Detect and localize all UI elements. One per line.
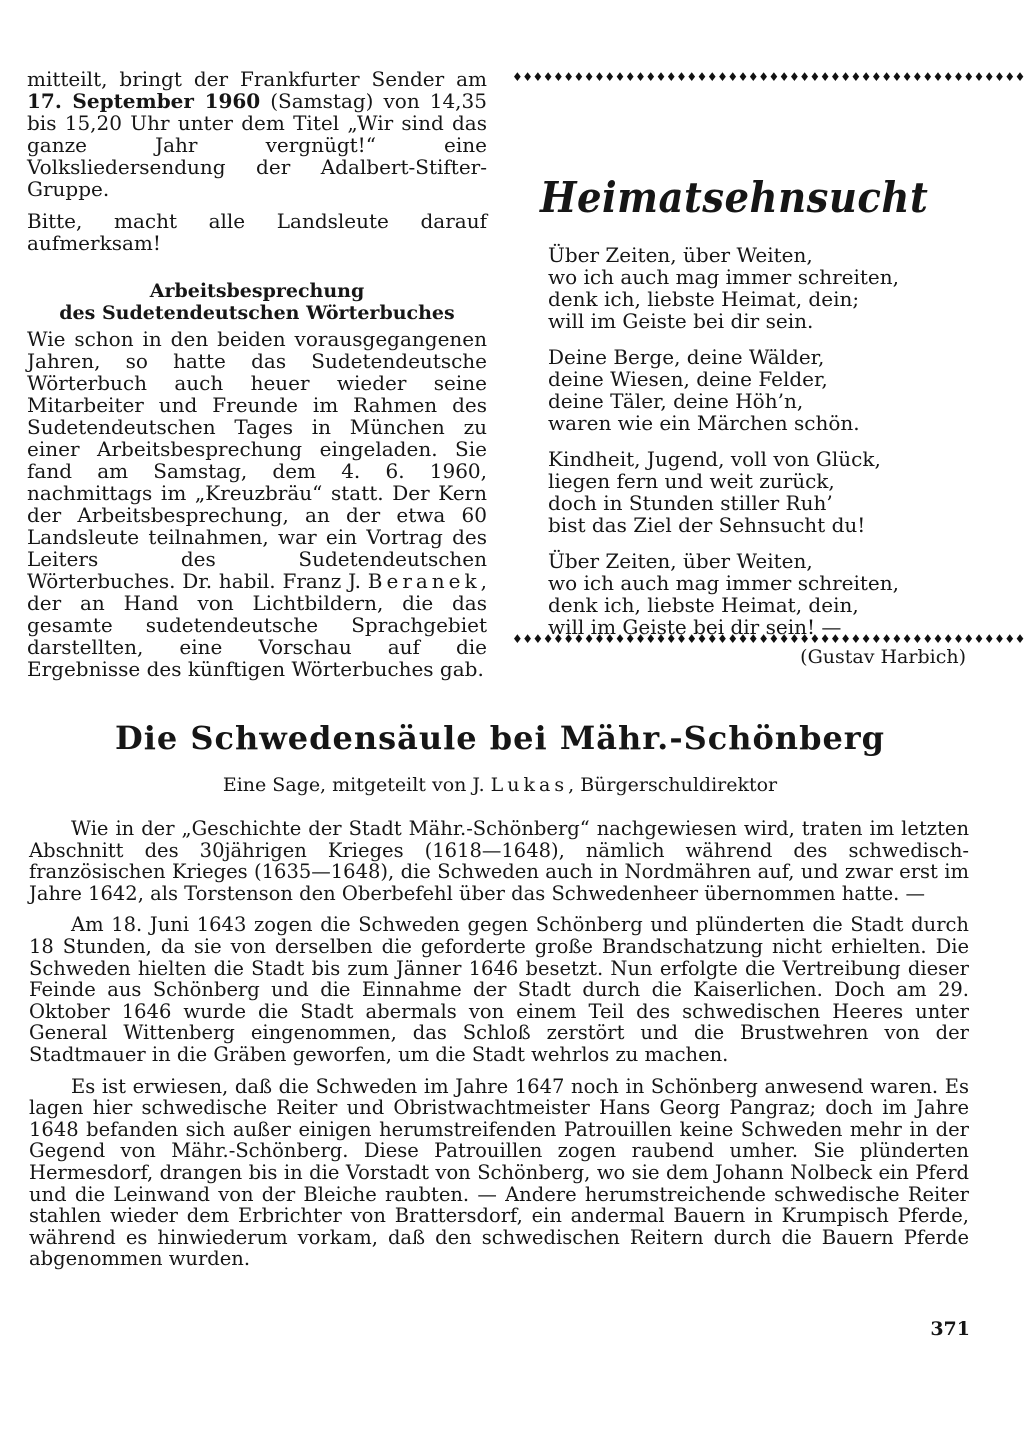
poem-text [548, 244, 968, 652]
section-body [29, 818, 969, 1280]
subtitle-author: Lukas [490, 774, 569, 796]
poem-stanza: Kindheit, Jugend, voll von Glück, liegen fern und weit zurück, doch in Stunden stiller Ruh’ bist das Ziel der Sehnsucht du! [548, 447, 881, 537]
body-paragraph: Es ist erwiesen, daß die Schweden im Jahre 1647 noch in Schönberg anwesend waren. Es lagen hier schwedische Reiter und Obristwachtmeister Hans Georg Pangraz; doch im Jahre 1648 befanden sich außer einigen herumstreifenden Patrouillen keine Schweden mehr in der Gegend von Mähr.-Schönberg. Diese Patrouillen zogen raubend umher. Sie plünderten Hermesdorf, drangen bis in die Vorstadt von Schönberg, wo sie dem Johann Nolbeck ein Pferd und die Leinwand von der Bleiche raubten. — Andere herumstreichende schwedische Reiter stahlen wieder dem Erbrichter von Brattersdorf, ein andermal Bauern in Krumpisch Pferde, während es hinwiederum vorkam, daß den schwedischen Reitern durch die Bauern Pferde abgenommen wurden. [29, 1074, 969, 1271]
intro-paragraph: mitteilt, bringt der Frankfurter Sender am 17. September 1960 (Samstag) von 14,35 bis 15,20 Uhr unter dem Titel „Wir sind das ganze Jahr vergnügt!“ eine Volksliedersendung der Adalbert-Stifter-Gruppe. [27, 67, 487, 201]
ornament-border-top: ♦♦♦♦♦♦♦♦♦♦♦♦♦♦♦♦♦♦♦♦♦♦♦♦♦♦♦♦♦♦♦♦♦♦♦♦♦♦♦♦♦♦♦♦♦♦♦♦♦♦ [512, 70, 1025, 84]
left-column [27, 68, 487, 690]
poem-stanza: Über Zeiten, über Weiten, wo ich auch mag immer schreiten, denk ich, liebste Heimat, dein; will im Geiste bei dir sein. [548, 243, 899, 333]
body-paragraph: Wie in der „Geschichte der Stadt Mähr.-Schönberg“ nachgewiesen wird, traten im letzten Abschnitt des 30jährigen Krieges (1618—1648), nämlich während des schwedisch-französischen Krieges (1635—1648), die Schweden auch in Nordmähren auf, und zwar erst im Jahre 1642, als Torstenson den Oberbefehl über das Schwedenheer übernommen hatte. — [29, 817, 969, 905]
poem-title: Heimatsehnsucht [540, 173, 929, 222]
section-title: Die Schwedensäule bei Mähr.-Schönberg [114, 719, 886, 757]
reminder-paragraph: Bitte, macht alle Landsleute darauf aufmerksam! [27, 209, 487, 255]
poem-stanza: Über Zeiten, über Weiten, wo ich auch mag immer schreiten, denk ich, liebste Heimat, dein, will im Geiste bei dir sein! — [548, 549, 899, 639]
poem-stanza: Deine Berge, deine Wälder, deine Wiesen, deine Felder, deine Täler, deine Höh’n, waren wie ein Märchen schön. [548, 345, 860, 435]
poem-author: (Gustav Harbich) [800, 646, 966, 668]
section-subtitle: Eine Sage, mitgeteilt von J. Lukas, Bürgerschuldirektor [222, 774, 778, 796]
article-heading: Arbeitsbesprechung des Sudetendeutschen Wörterbuches [59, 280, 455, 324]
ornament-border-bottom: ♦♦♦♦♦♦♦♦♦♦♦♦♦♦♦♦♦♦♦♦♦♦♦♦♦♦♦♦♦♦♦♦♦♦♦♦♦♦♦♦♦♦♦♦♦♦♦♦♦♦ [512, 632, 1025, 646]
broadcast-date: 17. September 1960 [27, 89, 261, 113]
page-number: 371 [930, 1318, 970, 1340]
speaker-surname: Beranek [367, 569, 481, 593]
article-paragraph: Wie schon in den beiden vorausgegangenen Jahren, so hatte das Sudetendeutsche Wörterbuch auch heuer wieder seine Mitarbeiter und Freunde im Rahmen des Sudetendeutschen Tages in München zu einer Arbeitsbesprechung eingeladen. Sie fand am Samstag, dem 4. 6. 1960, nachmittags im „Kreuzbräu“ statt. Der Kern der Arbeitsbesprechung, an der etwa 60 Landsleute teilnahmen, war ein Vortrag des Leiters des Sudetendeutschen Wörterbuches. Dr. habil. Franz J. Beranek, der an Hand von Lichtbildern, die das gesamte sudetendeutsche Sprachgebiet darstellten, eine Vorschau auf die Ergebnisse des künftigen Wörterbuches gab. [27, 327, 487, 681]
body-paragraph: Am 18. Juni 1643 zogen die Schweden gegen Schönberg und plünderten die Stadt durch 18 Stunden, da sie von derselben die geforderte große Brandschatzung nicht erhielten. Die Schweden hielten die Stadt bis zum Jänner 1646 besetzt. Nun erfolgte die Vertreibung dieser Feinde aus Schönberg und die Einnahme der Stadt durch die Kaiserlichen. Doch am 29. Oktober 1646 wurde die Stadt abermals von einem Teil des schwedischen Heeres unter General Wittenberg eingenommen, das Schloß zerstört und die Brustwehren von der Stadtmauer in die Gräben geworfen, um die Stadt wehrlos zu machen. [29, 913, 969, 1066]
poem-box [512, 64, 1025, 668]
